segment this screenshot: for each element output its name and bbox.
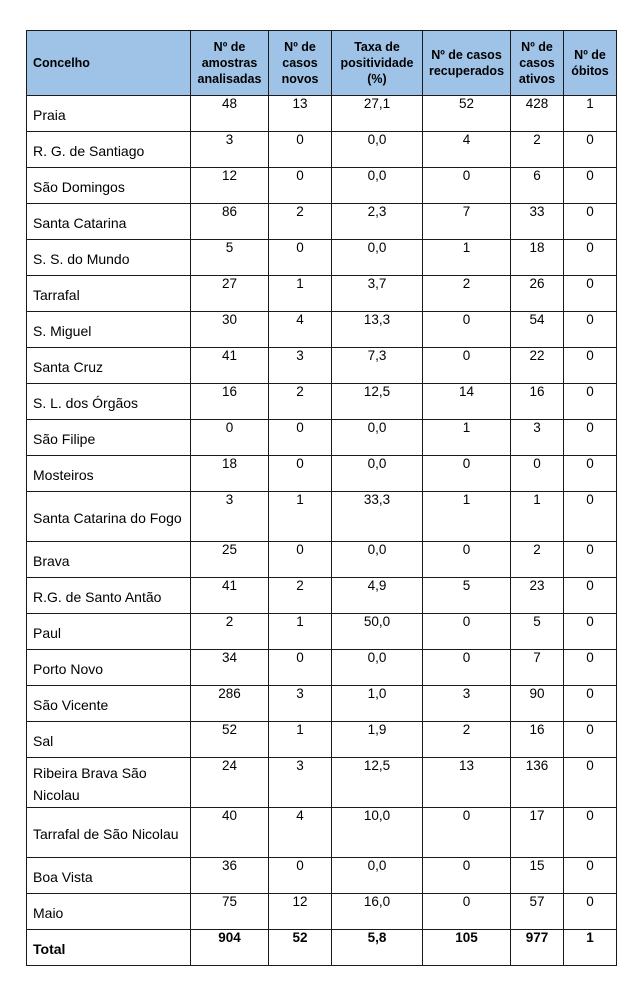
ativos-cell: 3 bbox=[511, 420, 564, 456]
header-ativos-line: casos bbox=[519, 56, 555, 70]
ativos-cell: 33 bbox=[511, 204, 564, 240]
taxa-cell: 10,0 bbox=[332, 808, 423, 858]
obitos-cell: 0 bbox=[564, 348, 617, 384]
ativos-cell: 17 bbox=[511, 808, 564, 858]
concelho-cell: Santa Catarina do Fogo bbox=[27, 492, 191, 542]
amostras-cell: 3 bbox=[191, 492, 269, 542]
recuperados-cell: 1 bbox=[423, 240, 511, 276]
novos-cell: 4 bbox=[269, 312, 332, 348]
amostras-cell: 75 bbox=[191, 894, 269, 930]
concelho-cell: São Filipe bbox=[27, 420, 191, 456]
obitos-cell: 0 bbox=[564, 204, 617, 240]
novos-cell: 3 bbox=[269, 348, 332, 384]
novos-cell: 0 bbox=[269, 132, 332, 168]
header-ativos bbox=[511, 31, 564, 96]
taxa-cell: 1,0 bbox=[332, 686, 423, 722]
table-row bbox=[27, 578, 617, 614]
recuperados-cell: 5 bbox=[423, 578, 511, 614]
amostras-cell: 52 bbox=[191, 722, 269, 758]
amostras-cell: 30 bbox=[191, 312, 269, 348]
table-row bbox=[27, 722, 617, 758]
table-row bbox=[27, 456, 617, 492]
amostras-cell: 36 bbox=[191, 858, 269, 894]
total-ativos: 977 bbox=[511, 930, 564, 966]
novos-cell: 0 bbox=[269, 650, 332, 686]
header-amostras-line: analisadas bbox=[197, 72, 262, 86]
header-taxa bbox=[332, 31, 423, 96]
cases-table bbox=[26, 30, 617, 966]
taxa-cell: 0,0 bbox=[332, 240, 423, 276]
header-novos-line: novos bbox=[281, 72, 319, 86]
recuperados-cell: 2 bbox=[423, 722, 511, 758]
table-row bbox=[27, 276, 617, 312]
ativos-cell: 22 bbox=[511, 348, 564, 384]
novos-cell: 2 bbox=[269, 578, 332, 614]
table-row bbox=[27, 614, 617, 650]
recuperados-cell: 1 bbox=[423, 492, 511, 542]
taxa-cell: 13,3 bbox=[332, 312, 423, 348]
amostras-cell: 3 bbox=[191, 132, 269, 168]
novos-cell: 0 bbox=[269, 456, 332, 492]
header-recuperados-line: Nº de casos bbox=[431, 48, 502, 62]
novos-cell: 0 bbox=[269, 240, 332, 276]
amostras-cell: 34 bbox=[191, 650, 269, 686]
obitos-cell: 0 bbox=[564, 420, 617, 456]
amostras-cell: 2 bbox=[191, 614, 269, 650]
taxa-cell: 0,0 bbox=[332, 132, 423, 168]
recuperados-cell: 0 bbox=[423, 858, 511, 894]
table-row bbox=[27, 312, 617, 348]
novos-cell: 1 bbox=[269, 276, 332, 312]
ativos-cell: 54 bbox=[511, 312, 564, 348]
taxa-cell: 0,0 bbox=[332, 858, 423, 894]
recuperados-cell: 14 bbox=[423, 384, 511, 420]
taxa-cell: 12,5 bbox=[332, 384, 423, 420]
amostras-cell: 25 bbox=[191, 542, 269, 578]
taxa-cell: 16,0 bbox=[332, 894, 423, 930]
amostras-cell: 286 bbox=[191, 686, 269, 722]
total-recuperados: 105 bbox=[423, 930, 511, 966]
ativos-cell: 2 bbox=[511, 132, 564, 168]
obitos-cell: 0 bbox=[564, 456, 617, 492]
novos-cell: 0 bbox=[269, 168, 332, 204]
concelho-cell: Boa Vista bbox=[27, 858, 191, 894]
novos-cell: 4 bbox=[269, 808, 332, 858]
amostras-cell: 18 bbox=[191, 456, 269, 492]
taxa-cell: 12,5 bbox=[332, 758, 423, 808]
ativos-cell: 16 bbox=[511, 722, 564, 758]
concelho-cell: Tarrafal bbox=[27, 276, 191, 312]
total-row bbox=[27, 930, 617, 966]
taxa-cell: 50,0 bbox=[332, 614, 423, 650]
obitos-cell: 0 bbox=[564, 168, 617, 204]
obitos-cell: 0 bbox=[564, 312, 617, 348]
ativos-cell: 16 bbox=[511, 384, 564, 420]
novos-cell: 3 bbox=[269, 686, 332, 722]
amostras-cell: 41 bbox=[191, 578, 269, 614]
concelho-cell: São Domingos bbox=[27, 168, 191, 204]
ativos-cell: 15 bbox=[511, 858, 564, 894]
ativos-cell: 57 bbox=[511, 894, 564, 930]
obitos-cell: 0 bbox=[564, 722, 617, 758]
obitos-cell: 1 bbox=[564, 96, 617, 132]
taxa-cell: 2,3 bbox=[332, 204, 423, 240]
obitos-cell: 0 bbox=[564, 240, 617, 276]
recuperados-cell: 0 bbox=[423, 168, 511, 204]
total-novos: 52 bbox=[269, 930, 332, 966]
ativos-cell: 6 bbox=[511, 168, 564, 204]
concelho-cell: Tarrafal de São Nicolau bbox=[27, 808, 191, 858]
taxa-cell: 7,3 bbox=[332, 348, 423, 384]
novos-cell: 13 bbox=[269, 96, 332, 132]
taxa-cell: 1,9 bbox=[332, 722, 423, 758]
table-row bbox=[27, 758, 617, 808]
header-row bbox=[27, 31, 617, 96]
recuperados-cell: 0 bbox=[423, 456, 511, 492]
concelho-cell: R.G. de Santo Antão bbox=[27, 578, 191, 614]
novos-cell: 0 bbox=[269, 858, 332, 894]
concelho-cell: S. L. dos Órgãos bbox=[27, 384, 191, 420]
concelho-cell: Porto Novo bbox=[27, 650, 191, 686]
obitos-cell: 0 bbox=[564, 276, 617, 312]
obitos-cell: 0 bbox=[564, 132, 617, 168]
novos-cell: 0 bbox=[269, 542, 332, 578]
concelho-cell: S. Miguel bbox=[27, 312, 191, 348]
concelho-cell: Paul bbox=[27, 614, 191, 650]
amostras-cell: 24 bbox=[191, 758, 269, 808]
recuperados-cell: 0 bbox=[423, 808, 511, 858]
ativos-cell: 2 bbox=[511, 542, 564, 578]
table-row bbox=[27, 96, 617, 132]
taxa-cell: 33,3 bbox=[332, 492, 423, 542]
header-obitos bbox=[564, 31, 617, 96]
recuperados-cell: 0 bbox=[423, 542, 511, 578]
taxa-cell: 4,9 bbox=[332, 578, 423, 614]
recuperados-cell: 2 bbox=[423, 276, 511, 312]
taxa-cell: 0,0 bbox=[332, 650, 423, 686]
amostras-cell: 16 bbox=[191, 384, 269, 420]
ativos-cell: 5 bbox=[511, 614, 564, 650]
recuperados-cell: 0 bbox=[423, 312, 511, 348]
header-novos-line: casos bbox=[282, 56, 318, 70]
ativos-cell: 7 bbox=[511, 650, 564, 686]
table-row bbox=[27, 420, 617, 456]
recuperados-cell: 0 bbox=[423, 894, 511, 930]
obitos-cell: 0 bbox=[564, 650, 617, 686]
recuperados-cell: 0 bbox=[423, 650, 511, 686]
header-obitos-line: óbitos bbox=[571, 64, 609, 78]
novos-cell: 1 bbox=[269, 722, 332, 758]
header-amostras bbox=[191, 31, 269, 96]
obitos-cell: 0 bbox=[564, 686, 617, 722]
header-taxa-line: Taxa de bbox=[354, 40, 400, 54]
header-amostras-line: amostras bbox=[201, 56, 258, 70]
ativos-cell: 0 bbox=[511, 456, 564, 492]
taxa-cell: 3,7 bbox=[332, 276, 423, 312]
table-row bbox=[27, 858, 617, 894]
ativos-cell: 90 bbox=[511, 686, 564, 722]
concelho-cell: Praia bbox=[27, 96, 191, 132]
recuperados-cell: 52 bbox=[423, 96, 511, 132]
header-ativos-line: Nº de bbox=[521, 40, 553, 54]
novos-cell: 2 bbox=[269, 204, 332, 240]
table-body bbox=[27, 96, 617, 966]
concelho-cell: Mosteiros bbox=[27, 456, 191, 492]
concelho-cell: Ribeira Brava São Nicolau bbox=[27, 758, 191, 808]
table-row bbox=[27, 492, 617, 542]
novos-cell: 1 bbox=[269, 492, 332, 542]
obitos-cell: 0 bbox=[564, 894, 617, 930]
header-concelho: Concelho bbox=[27, 31, 191, 96]
table-row bbox=[27, 168, 617, 204]
obitos-cell: 0 bbox=[564, 384, 617, 420]
recuperados-cell: 0 bbox=[423, 614, 511, 650]
amostras-cell: 27 bbox=[191, 276, 269, 312]
table-row bbox=[27, 894, 617, 930]
table-row bbox=[27, 204, 617, 240]
novos-cell: 2 bbox=[269, 384, 332, 420]
table-row bbox=[27, 650, 617, 686]
obitos-cell: 0 bbox=[564, 492, 617, 542]
header-novos-line: Nº de bbox=[284, 40, 316, 54]
total-taxa: 5,8 bbox=[332, 930, 423, 966]
header-novos bbox=[269, 31, 332, 96]
taxa-cell: 0,0 bbox=[332, 456, 423, 492]
table-row bbox=[27, 384, 617, 420]
taxa-cell: 0,0 bbox=[332, 542, 423, 578]
amostras-cell: 0 bbox=[191, 420, 269, 456]
obitos-cell: 0 bbox=[564, 808, 617, 858]
ativos-cell: 136 bbox=[511, 758, 564, 808]
header-taxa-line: positividade bbox=[340, 56, 414, 70]
concelho-cell: Santa Cruz bbox=[27, 348, 191, 384]
recuperados-cell: 7 bbox=[423, 204, 511, 240]
total-label: Total bbox=[27, 930, 191, 966]
amostras-cell: 86 bbox=[191, 204, 269, 240]
header-amostras-line: Nº de bbox=[213, 40, 246, 54]
header-recuperados-line: recuperados bbox=[428, 64, 505, 78]
concelho-cell: R. G. de Santiago bbox=[27, 132, 191, 168]
ativos-cell: 18 bbox=[511, 240, 564, 276]
recuperados-cell: 4 bbox=[423, 132, 511, 168]
amostras-cell: 48 bbox=[191, 96, 269, 132]
amostras-cell: 41 bbox=[191, 348, 269, 384]
table-row bbox=[27, 808, 617, 858]
table-row bbox=[27, 542, 617, 578]
amostras-cell: 12 bbox=[191, 168, 269, 204]
amostras-cell: 40 bbox=[191, 808, 269, 858]
ativos-cell: 1 bbox=[511, 492, 564, 542]
obitos-cell: 0 bbox=[564, 858, 617, 894]
header-taxa-line: (%) bbox=[367, 72, 387, 86]
total-obitos: 1 bbox=[564, 930, 617, 966]
table-row bbox=[27, 240, 617, 276]
header-obitos-line: Nº de bbox=[574, 48, 606, 62]
recuperados-cell: 13 bbox=[423, 758, 511, 808]
concelho-cell: Sal bbox=[27, 722, 191, 758]
recuperados-cell: 0 bbox=[423, 348, 511, 384]
table-row bbox=[27, 686, 617, 722]
amostras-cell: 5 bbox=[191, 240, 269, 276]
obitos-cell: 0 bbox=[564, 614, 617, 650]
concelho-cell: Santa Catarina bbox=[27, 204, 191, 240]
novos-cell: 0 bbox=[269, 420, 332, 456]
total-amostras: 904 bbox=[191, 930, 269, 966]
obitos-cell: 0 bbox=[564, 542, 617, 578]
concelho-cell: São Vicente bbox=[27, 686, 191, 722]
recuperados-cell: 1 bbox=[423, 420, 511, 456]
taxa-cell: 27,1 bbox=[332, 96, 423, 132]
recuperados-cell: 3 bbox=[423, 686, 511, 722]
obitos-cell: 0 bbox=[564, 758, 617, 808]
header-ativos-line: ativos bbox=[518, 72, 556, 86]
concelho-cell: S. S. do Mundo bbox=[27, 240, 191, 276]
novos-cell: 3 bbox=[269, 758, 332, 808]
concelho-cell: Brava bbox=[27, 542, 191, 578]
taxa-cell: 0,0 bbox=[332, 420, 423, 456]
obitos-cell: 0 bbox=[564, 578, 617, 614]
novos-cell: 12 bbox=[269, 894, 332, 930]
header-recuperados bbox=[423, 31, 511, 96]
concelho-cell: Maio bbox=[27, 894, 191, 930]
table-row bbox=[27, 132, 617, 168]
novos-cell: 1 bbox=[269, 614, 332, 650]
table-row bbox=[27, 348, 617, 384]
ativos-cell: 428 bbox=[511, 96, 564, 132]
taxa-cell: 0,0 bbox=[332, 168, 423, 204]
ativos-cell: 26 bbox=[511, 276, 564, 312]
ativos-cell: 23 bbox=[511, 578, 564, 614]
